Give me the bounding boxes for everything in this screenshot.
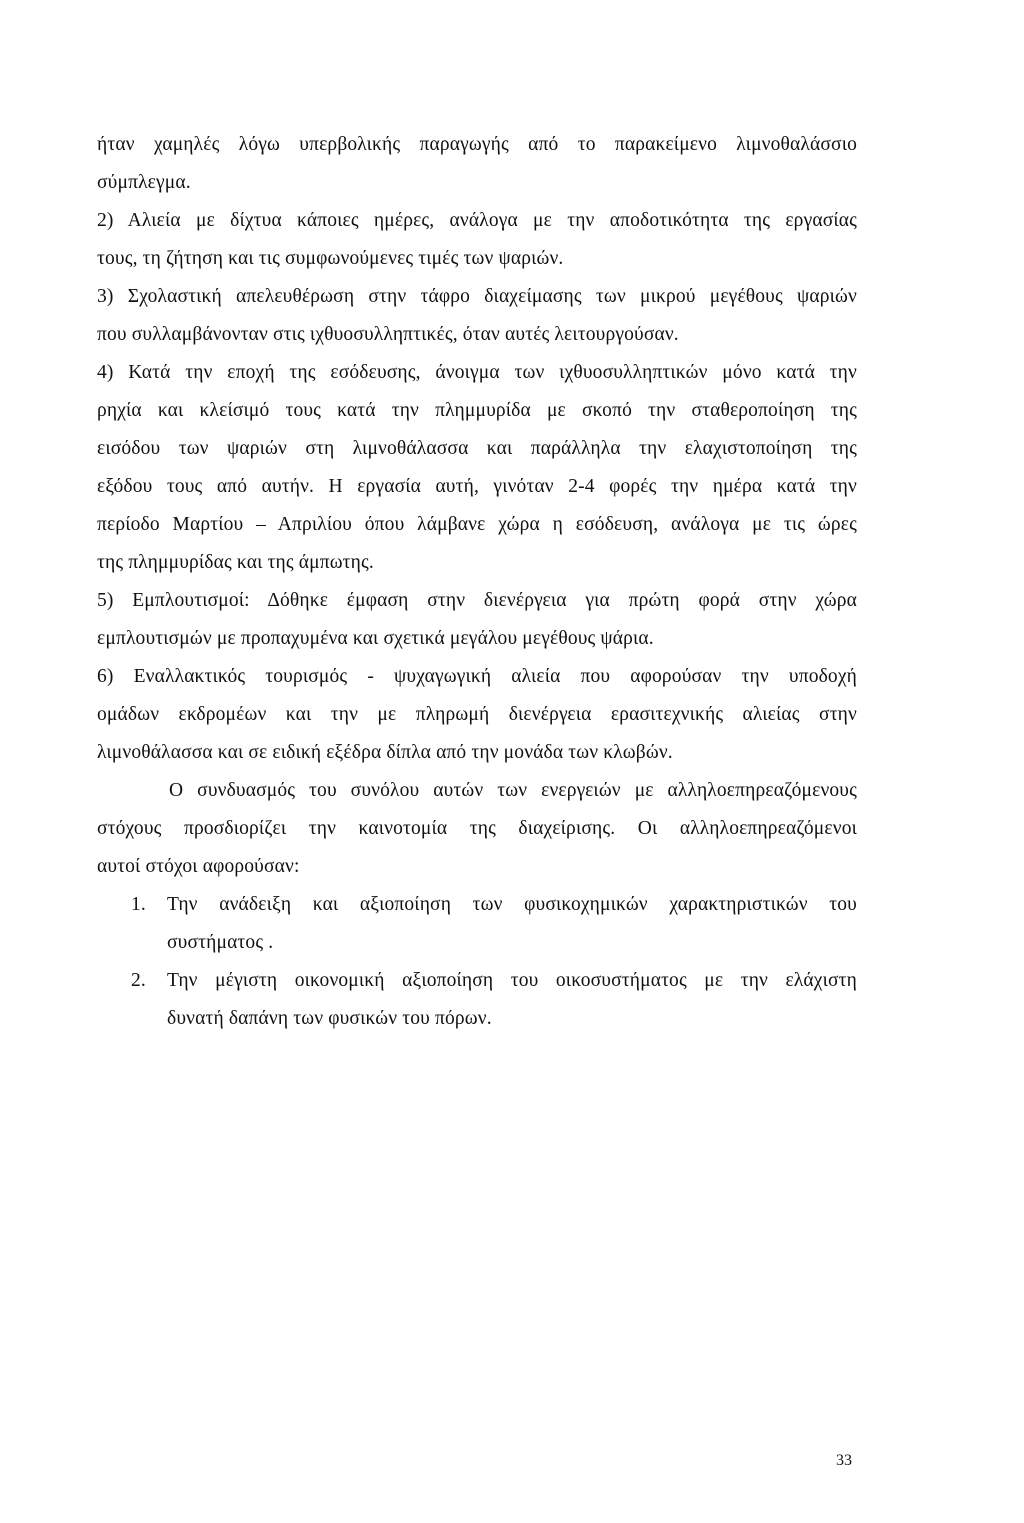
text-line: εμπλουτισμών με προπαχυμένα και σχετικά μεγάλου μεγέθους ψάρια.	[97, 628, 654, 649]
text-line: σύμπλεγμα.	[97, 172, 191, 193]
list-item	[97, 962, 857, 1038]
text-line: ρηχία και κλείσιμό τους κατά την πλημμυρίδα με σκοπό την σταθεροποίηση της	[97, 400, 857, 421]
text-line: 4) Κατά την εποχή της εσόδευσης, άνοιγμα των ιχθυοσυλληπτικών μόνο κατά την	[97, 362, 857, 383]
text-line: εισόδου των ψαριών στη λιμνοθάλασσα και παράλληλα την ελαχιστοποίηση της	[97, 438, 857, 459]
document-body	[97, 126, 857, 1038]
list-item-text: συστήματος .	[167, 932, 274, 953]
list-item-text: Την μέγιστη οικονομική αξιοποίηση του οικοσυστήματος με την ελάχιστη	[167, 970, 857, 991]
list-item-line	[97, 962, 857, 1000]
text-line: 2) Αλιεία με δίχτυα κάποιες ημέρες, ανάλογα με την αποδοτικότητα της εργασίας	[97, 210, 857, 231]
list-item	[97, 886, 857, 962]
text-line: τους, τη ζήτηση και τις συμφωνούμενες τιμές των ψαριών.	[97, 248, 564, 269]
text-line: 6) Εναλλακτικός τουρισμός - ψυχαγωγική αλιεία που αφορούσαν την υποδοχή	[97, 666, 857, 687]
text-line: στόχους προσδιορίζει την καινοτομία της διαχείρισης. Οι αλληλοεπηρεαζόμενοι	[97, 818, 857, 839]
text-line: εξόδου τους από αυτήν. Η εργασία αυτή, γινόταν 2-4 φορές την ημέρα κατά την	[97, 476, 857, 497]
list-item-line	[97, 1000, 857, 1038]
text-line: αυτοί στόχοι αφορούσαν:	[97, 856, 300, 877]
list-item-text: δυνατή δαπάνη των φυσικών του πόρων.	[167, 1008, 492, 1029]
text-line: 5) Εμπλουτισμοί: Δόθηκε έμφαση στην διενέργεια για πρώτη φορά στην χώρα	[97, 590, 857, 611]
list-item-number: 1.	[131, 894, 146, 915]
list-item-line	[97, 924, 857, 962]
text-line: που συλλαμβάνονταν στις ιχθυοσυλληπτικές, όταν αυτές λειτουργούσαν.	[97, 324, 679, 345]
page-number: 33	[836, 1452, 852, 1469]
text-line: Ο συνδυασμός του συνόλου αυτών των ενεργειών με αλληλοεπηρεαζόμενους	[169, 780, 857, 801]
text-line: 3) Σχολαστική απελευθέρωση στην τάφρο διαχείμασης των μικρού μεγέθους ψαριών	[97, 286, 857, 307]
text-line: λιμνοθάλασσα και σε ειδική εξέδρα δίπλα από την μονάδα των κλωβών.	[97, 742, 673, 763]
text-line: περίοδο Μαρτίου – Απριλίου όπου λάμβανε χώρα η εσόδευση, ανάλογα με τις ώρες	[97, 514, 857, 535]
list-item-text: Την ανάδειξη και αξιοποίηση των φυσικοχημικών χαρακτηριστικών του	[167, 894, 857, 915]
text-line: ομάδων εκδρομέων και την με πληρωμή διενέργεια ερασιτεχνικής αλιείας στην	[97, 704, 857, 725]
list-item-number: 2.	[131, 970, 146, 991]
text-line: ήταν χαμηλές λόγω υπερβολικής παραγωγής από το παρακείμενο λιμνοθαλάσσιο	[97, 134, 857, 155]
text-line: της πλημμυρίδας και της άμπωτης.	[97, 552, 374, 573]
list-item-line	[97, 886, 857, 924]
numbered-list	[97, 886, 857, 1038]
